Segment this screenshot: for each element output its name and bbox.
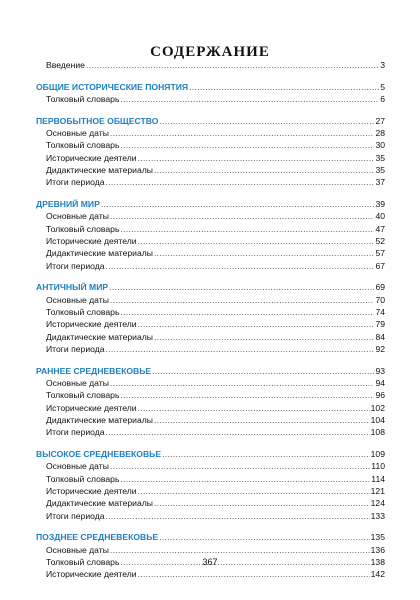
- toc-entry-label: ПЕРВОБЫТНОЕ ОБЩЕСТВО: [36, 115, 159, 126]
- toc-entry-page: 92: [375, 343, 385, 354]
- toc-entry-label: Итоги периода: [46, 343, 105, 354]
- toc-entry-label: Исторические деятели: [46, 152, 137, 163]
- dot-leader: [138, 568, 370, 580]
- toc-entry-page: 114: [371, 473, 385, 484]
- toc-entry-page: 35: [375, 165, 385, 176]
- dot-leader: [106, 510, 370, 522]
- toc-entry[interactable]: [36, 414, 385, 426]
- toc-entry-page: 79: [375, 319, 385, 330]
- toc-entry[interactable]: [36, 127, 385, 139]
- toc-entry-page: 133: [370, 510, 385, 521]
- toc-entry[interactable]: [36, 294, 385, 306]
- dot-leader: [154, 164, 374, 176]
- toc-section-entry[interactable]: [36, 115, 385, 127]
- toc-entry-label: Исторические деятели: [46, 236, 137, 247]
- toc-entry[interactable]: [36, 59, 385, 71]
- dot-leader: [106, 343, 375, 355]
- toc-entry-label: Толковый словарь: [46, 223, 120, 234]
- toc-entry-label: Основные даты: [46, 128, 109, 139]
- toc-entry-label: Дидактические материалы: [46, 498, 153, 509]
- dot-leader: [138, 235, 375, 247]
- table-of-contents: [36, 59, 385, 580]
- toc-entry-label: Основные даты: [46, 544, 109, 555]
- dot-leader: [138, 152, 375, 164]
- toc-group-gap: [36, 272, 385, 282]
- toc-group-gap: [36, 439, 385, 449]
- toc-entry[interactable]: [36, 223, 385, 235]
- toc-entry-page: 121: [370, 485, 385, 496]
- toc-entry-label: ВЫСОКОЕ СРЕДНЕВЕКОВЬЕ: [36, 449, 162, 460]
- dot-leader: [110, 460, 370, 472]
- toc-entry-page: 37: [375, 177, 385, 188]
- dot-leader: [152, 365, 374, 377]
- toc-entry[interactable]: [36, 260, 385, 272]
- toc-entry-page: 110: [371, 461, 385, 472]
- toc-entry-label: Исторические деятели: [46, 485, 137, 496]
- toc-group-gap: [36, 189, 385, 199]
- toc-entry-page: 136: [370, 544, 385, 555]
- toc-entry[interactable]: [36, 485, 385, 497]
- toc-section-entry[interactable]: [36, 448, 385, 460]
- dot-leader: [154, 497, 370, 509]
- toc-entry[interactable]: [36, 389, 385, 401]
- toc-entry-page: 3: [380, 60, 385, 70]
- toc-entry-label: Итоги периода: [46, 510, 105, 521]
- toc-entry-page: 69: [375, 282, 385, 293]
- toc-group-gap: [36, 105, 385, 115]
- toc-section-entry[interactable]: [36, 281, 385, 293]
- dot-leader: [159, 115, 374, 127]
- toc-entry-page: 108: [370, 427, 385, 438]
- toc-entry-page: 104: [370, 414, 385, 425]
- dot-leader: [154, 247, 374, 259]
- toc-entry-label: РАННЕЕ СРЕДНЕВЕКОВЬЕ: [36, 365, 152, 376]
- toc-entry-page: 138: [370, 556, 385, 567]
- toc-entry-page: 52: [375, 236, 385, 247]
- toc-entry-page: 5: [380, 81, 385, 92]
- dot-leader: [101, 198, 375, 210]
- toc-entry-label: Основные даты: [46, 294, 109, 305]
- toc-group-gap: [36, 355, 385, 365]
- dot-leader: [120, 93, 379, 105]
- toc-entry[interactable]: [36, 210, 385, 222]
- toc-entry[interactable]: [36, 247, 385, 259]
- toc-group-gap: [36, 522, 385, 532]
- toc-entry-label: АНТИЧНЫЙ МИР: [36, 282, 109, 293]
- toc-entry[interactable]: [36, 473, 385, 485]
- dot-leader: [106, 176, 375, 188]
- toc-entry[interactable]: [36, 544, 385, 556]
- dot-leader: [106, 426, 370, 438]
- toc-entry-label: Исторические деятели: [46, 402, 137, 413]
- toc-entry-label: Толковый словарь: [46, 556, 120, 567]
- dot-leader: [120, 389, 374, 401]
- toc-entry-page: 30: [375, 140, 385, 151]
- dot-leader: [110, 294, 375, 306]
- toc-group-gap: [36, 71, 385, 81]
- toc-entry-page: 135: [370, 532, 385, 543]
- toc-entry-label: Толковый словарь: [46, 94, 120, 105]
- dot-leader: [162, 448, 370, 460]
- toc-entry-page: 142: [370, 569, 385, 580]
- toc-entry-page: 102: [370, 402, 385, 413]
- toc-entry[interactable]: [36, 176, 385, 188]
- toc-entry-page: 47: [375, 223, 385, 234]
- dot-leader: [120, 139, 374, 151]
- toc-entry-page: 57: [375, 248, 385, 259]
- toc-entry-page: 93: [375, 365, 385, 376]
- toc-entry-label: Итоги периода: [46, 427, 105, 438]
- toc-entry[interactable]: [36, 318, 385, 330]
- toc-entry[interactable]: [36, 460, 385, 472]
- toc-entry-page: 70: [375, 294, 385, 305]
- toc-entry-page: 84: [375, 331, 385, 342]
- toc-entry-page: 28: [375, 128, 385, 139]
- toc-entry-label: Итоги периода: [46, 177, 105, 188]
- toc-entry[interactable]: [36, 331, 385, 343]
- toc-entry[interactable]: [36, 568, 385, 580]
- toc-entry-label: Итоги периода: [46, 260, 105, 271]
- toc-entry[interactable]: [36, 93, 385, 105]
- toc-entry[interactable]: [36, 139, 385, 151]
- toc-entry-page: 74: [375, 307, 385, 318]
- dot-leader: [120, 306, 374, 318]
- dot-leader: [138, 402, 370, 414]
- toc-section-entry[interactable]: [36, 198, 385, 210]
- toc-entry-label: ПОЗДНЕЕ СРЕДНЕВЕКОВЬЕ: [36, 532, 159, 543]
- page-number: 367: [202, 557, 218, 567]
- toc-entry[interactable]: [36, 164, 385, 176]
- toc-entry-label: Дидактические материалы: [46, 248, 153, 259]
- toc-entry-label: Дидактические материалы: [46, 414, 153, 425]
- dot-leader: [154, 414, 370, 426]
- dot-leader: [110, 377, 375, 389]
- toc-entry-label: ОБЩИЕ ИСТОРИЧЕСКИЕ ПОНЯТИЯ: [36, 81, 189, 92]
- toc-entry[interactable]: [36, 235, 385, 247]
- dot-leader: [154, 331, 374, 343]
- dot-leader: [110, 127, 375, 139]
- toc-entry-page: 67: [375, 260, 385, 271]
- toc-entry-page: 27: [375, 115, 385, 126]
- dot-leader: [109, 281, 374, 293]
- toc-entry-label: Основные даты: [46, 461, 109, 472]
- toc-entry[interactable]: [36, 343, 385, 355]
- toc-entry[interactable]: [36, 306, 385, 318]
- toc-entry-label: Толковый словарь: [46, 390, 120, 401]
- toc-entry[interactable]: [36, 377, 385, 389]
- toc-entry-page: 96: [375, 390, 385, 401]
- toc-entry-label: Дидактические материалы: [46, 165, 153, 176]
- toc-entry-label: Исторические деятели: [46, 319, 137, 330]
- dot-leader: [86, 59, 379, 71]
- toc-entry-label: Толковый словарь: [46, 473, 120, 484]
- toc-entry-page: 124: [370, 498, 385, 509]
- dot-leader: [120, 473, 370, 485]
- toc-entry[interactable]: [36, 402, 385, 414]
- toc-entry-label: ДРЕВНИЙ МИР: [36, 199, 100, 210]
- toc-section-entry[interactable]: [36, 81, 385, 93]
- dot-leader: [120, 223, 374, 235]
- page-title: СОДЕРЖАНИЕ: [150, 44, 270, 60]
- toc-entry-page: 35: [375, 152, 385, 163]
- toc-entry-page: 39: [375, 199, 385, 210]
- toc-entry[interactable]: [36, 152, 385, 164]
- toc-entry-label: Толковый словарь: [46, 307, 120, 318]
- dot-leader: [110, 544, 370, 556]
- toc-entry-page: 109: [370, 449, 385, 460]
- toc-section-entry[interactable]: [36, 365, 385, 377]
- toc-entry[interactable]: [36, 497, 385, 509]
- dot-leader: [189, 81, 379, 93]
- dot-leader: [159, 531, 370, 543]
- toc-entry-page: 40: [375, 211, 385, 222]
- toc-entry[interactable]: [36, 510, 385, 522]
- toc-entry-label: Исторические деятели: [46, 569, 137, 580]
- toc-entry-label: Толковый словарь: [46, 140, 120, 151]
- toc-entry-label: Основные даты: [46, 378, 109, 389]
- dot-leader: [138, 485, 370, 497]
- dot-leader: [110, 210, 375, 222]
- toc-section-entry[interactable]: [36, 531, 385, 543]
- toc-entry-label: Основные даты: [46, 211, 109, 222]
- toc-entry-label: Дидактические материалы: [46, 331, 153, 342]
- dot-leader: [106, 260, 375, 272]
- toc-entry-page: 94: [375, 378, 385, 389]
- toc-entry[interactable]: [36, 426, 385, 438]
- toc-entry-page: 6: [380, 94, 385, 105]
- dot-leader: [138, 318, 375, 330]
- toc-entry-label: Введение: [46, 60, 85, 70]
